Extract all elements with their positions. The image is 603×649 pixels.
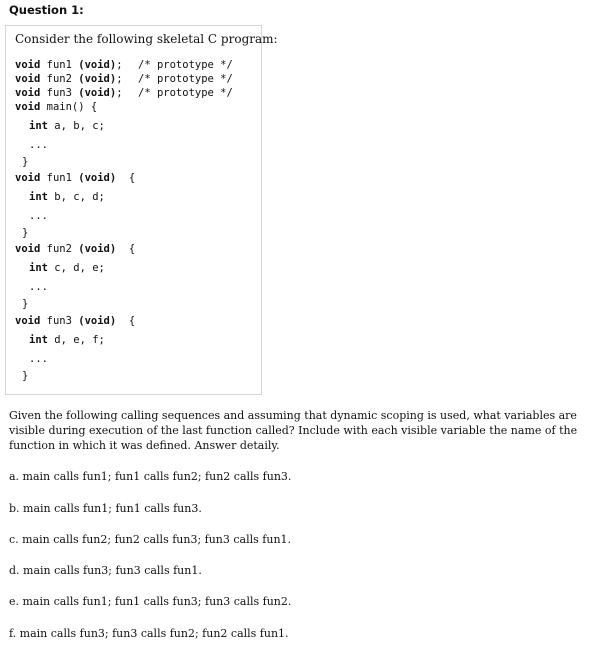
- code-semicolon: ;: [116, 73, 123, 85]
- code-vars: b, c, d;: [54, 191, 105, 203]
- code-line-prototype-fun1: [15, 58, 123, 72]
- code-line-prototype-fun2: [15, 72, 123, 86]
- code-keyword: void: [15, 101, 41, 113]
- code-line-main-ellipsis: ...: [29, 139, 48, 151]
- calling-sequence-a: a. main calls fun1; fun1 calls fun2; fun2 calls fun3.: [9, 470, 292, 483]
- code-params: (void): [78, 172, 117, 184]
- code-semicolon: ;: [116, 59, 123, 71]
- code-vars: a, b, c;: [54, 120, 105, 132]
- code-line-main-close: }: [22, 156, 29, 168]
- code-semicolon: ;: [116, 87, 123, 99]
- code-keyword: int: [29, 262, 48, 274]
- code-keyword: void: [15, 87, 41, 99]
- code-comment-prototype-fun1: /* prototype */: [138, 59, 233, 71]
- code-vars: d, e, f;: [54, 334, 105, 346]
- code-fn-name: fun2: [46, 73, 72, 85]
- code-line-fun1-header: [15, 171, 135, 185]
- code-brace: {: [128, 243, 136, 255]
- code-keyword: void: [15, 315, 41, 327]
- code-line-fun3-close: }: [22, 370, 29, 382]
- calling-sequence-d: d. main calls fun3; fun3 calls fun1.: [9, 564, 202, 577]
- calling-sequence-f: f. main calls fun3; fun3 calls fun2; fun2 calls fun1.: [9, 627, 289, 640]
- code-fn-name: fun2: [46, 243, 72, 255]
- code-comment-prototype-fun2: /* prototype */: [138, 73, 233, 85]
- code-line-main-decl: [29, 119, 105, 133]
- code-line-fun2-close: }: [22, 298, 29, 310]
- code-line-prototype-fun3: [15, 86, 123, 100]
- code-keyword: int: [29, 191, 48, 203]
- code-line-fun2-header: [15, 242, 135, 256]
- code-params: (void): [78, 315, 117, 327]
- code-keyword: int: [29, 334, 48, 346]
- code-params: (void): [78, 87, 117, 99]
- code-fn-name: fun3: [46, 315, 72, 327]
- code-line-fun2-decl: [29, 261, 105, 275]
- code-line-fun3-header: [15, 314, 135, 328]
- code-line-fun1-decl: [29, 190, 105, 204]
- code-fn-name: fun1: [46, 172, 72, 184]
- intro-text: Consider the following skeletal C program:: [15, 32, 278, 46]
- calling-sequence-e: e. main calls fun1; fun1 calls fun3; fun3 calls fun2.: [9, 595, 292, 608]
- code-brace: {: [128, 315, 136, 327]
- code-keyword: void: [15, 59, 41, 71]
- code-main-signature: main() {: [46, 101, 98, 113]
- code-params: (void): [78, 73, 117, 85]
- code-line-fun3-decl: [29, 333, 105, 347]
- question-title: Question 1:: [9, 3, 84, 17]
- calling-sequence-c: c. main calls fun2; fun2 calls fun3; fun3 calls fun1.: [9, 533, 292, 546]
- code-keyword: void: [15, 243, 41, 255]
- code-keyword: void: [15, 73, 41, 85]
- code-brace: {: [128, 172, 136, 184]
- code-comment-prototype-fun3: /* prototype */: [138, 87, 233, 99]
- code-fn-name: fun3: [46, 87, 72, 99]
- code-keyword: void: [15, 172, 41, 184]
- code-line-fun3-ellipsis: ...: [29, 353, 48, 365]
- code-line-fun1-ellipsis: ...: [29, 210, 48, 222]
- code-keyword: int: [29, 120, 48, 132]
- code-vars: c, d, e;: [54, 262, 105, 274]
- calling-sequence-b: b. main calls fun1; fun1 calls fun3.: [9, 502, 202, 515]
- code-line-fun2-ellipsis: ...: [29, 281, 48, 293]
- code-fn-name: fun1: [46, 59, 72, 71]
- question-prompt: Given the following calling sequences and assuming that dynamic scoping is used, what variables are visible during execution of the last function called? Include with each visible variable the name of the function in which it was defined. Answer detaily.: [9, 409, 578, 452]
- code-params: (void): [78, 59, 117, 71]
- code-line-fun1-close: }: [22, 227, 29, 239]
- code-params: (void): [78, 243, 117, 255]
- code-line-main-header: [15, 100, 97, 114]
